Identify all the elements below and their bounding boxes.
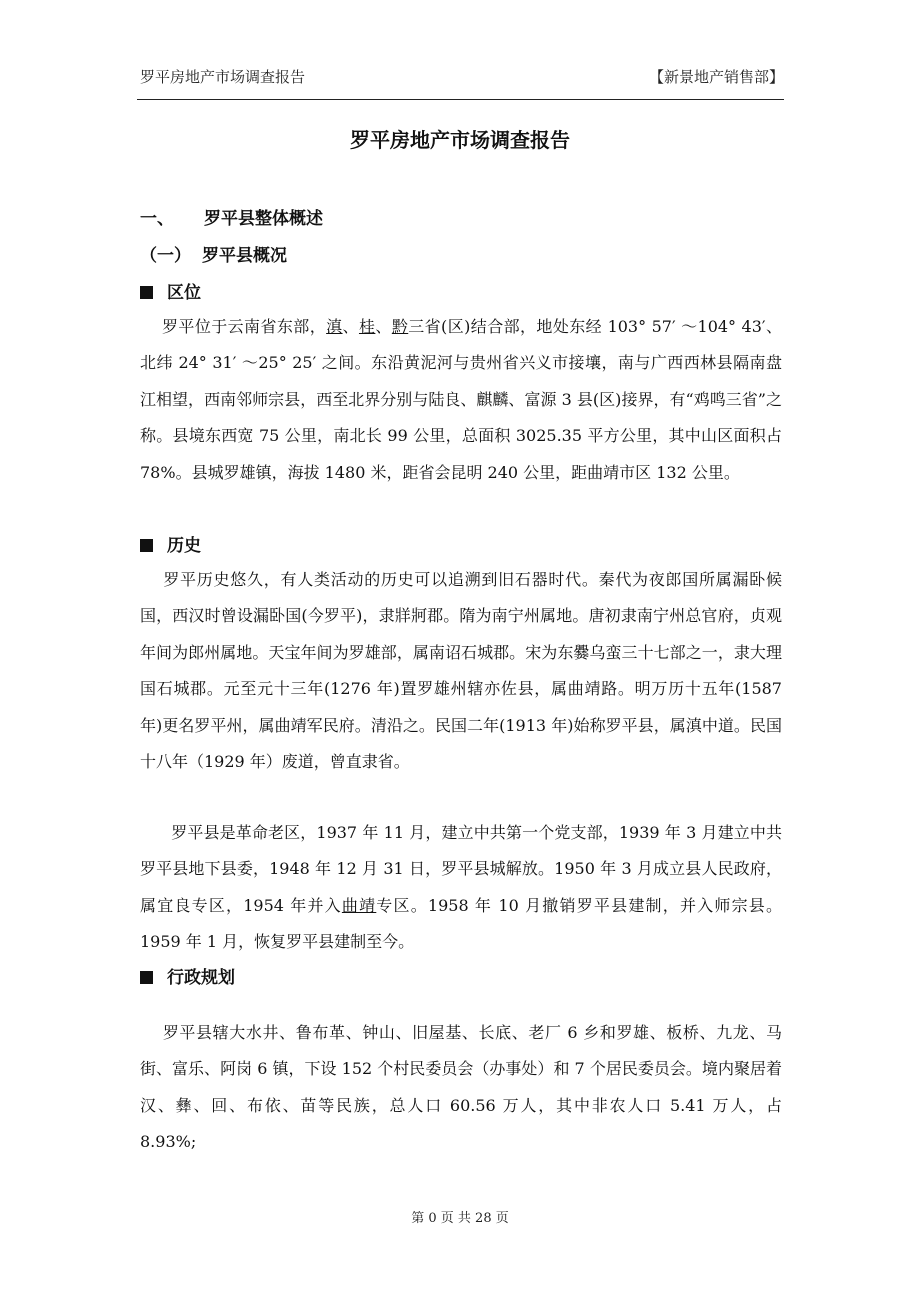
underlined-text: 桂	[358, 317, 376, 336]
square-bullet-icon	[140, 286, 153, 299]
history-paragraph-2	[140, 815, 782, 961]
location-heading-text: 区位	[167, 283, 201, 303]
subsection-title: 罗平县概况	[202, 246, 287, 266]
section-title: 罗平县整体概述	[204, 209, 323, 229]
underlined-text: 曲靖	[341, 895, 377, 915]
underlined-text: 滇	[326, 317, 343, 336]
text-run: 、	[375, 317, 392, 336]
text-run: 专区。1958 年 10 月撤销罗平县建制，并入师宗县。1959 年 1 月，恢复罗平县建制至今。	[140, 895, 782, 952]
page-title: 罗平房地产市场调查报告	[350, 128, 570, 152]
history-heading	[140, 531, 201, 556]
subsection-heading-1	[140, 241, 287, 266]
section-heading-1	[140, 204, 323, 229]
section-number: 一、	[140, 209, 174, 229]
text-run: 罗平县是革命老区，1937 年 11 月，建立中共第一个党支部，1939 年 3 月建立中共罗平县地下县委，1948 年 12 月 31 日，罗平县城解放。1950 年 3 月成立县人民政府，属宜良专区，1954 年并入	[140, 823, 782, 915]
history-heading-text: 历史	[167, 536, 201, 556]
location-heading	[140, 278, 201, 303]
page-footer: 第 0 页 共 28 页	[411, 1211, 509, 1226]
history-paragraph-1: 罗平历史悠久，有人类活动的历史可以追溯到旧石器时代。秦代为夜郎国所属漏卧候国，西汉时曾设漏卧国(今罗平)，隶牂牁郡。隋为南宁州属地。唐初隶南宁州总官府，贞观年间为郎州属地。天宝年间为罗雄部，属南诏石城郡。宋为东爨乌蛮三十七部之一，隶大理国石城郡。元至元十三年(1276 年)置罗雄州辖亦佐县，属曲靖路。明万历十五年(1587 年)更名罗平州，属曲靖军民府。清沿之。民国二年(1913 年)始称罗平县，属滇中道。民国十八年（1929 年）废道，曾直隶省。	[140, 570, 788, 772]
header-left-text: 罗平房地产市场调查报告	[140, 68, 306, 86]
admin-heading	[140, 963, 235, 988]
square-bullet-icon	[140, 971, 153, 984]
admin-heading-text: 行政规划	[167, 968, 235, 988]
square-bullet-icon	[140, 539, 153, 552]
admin-paragraph: 罗平县辖大水井、鲁布革、钟山、旧屋基、长底、老厂 6 乡和罗雄、板桥、九龙、马街、富乐、阿岗 6 镇，下设 152 个村民委员会（办事处）和 7 个居民委员会。境内聚居着汉、彝、回、布依、苗等民族，总人口 60.56 万人，其中非农人口 5.41 万人，占 8.93%;	[140, 1023, 788, 1152]
header-right-text: 【新景地产销售部】	[648, 68, 784, 86]
location-paragraph	[140, 309, 788, 491]
text-run: 三省(区)结合部，地处东经 103° 57′ ～104° 43′、北纬 24° 31′ ～25° 25′ 之间。东沿黄泥河与贵州省兴义市接壤，南与广西西林县隔南盘江相望，西南邻师宗县，西至北界分别与陆良、麒麟、富源 3 县(区)接界，有“鸡鸣三省”之称。县境东西宽 75 公里，南北长 99 公里，总面积 3025.35 平方公里，其中山区面积占 78%。县城罗雄镇，海拔 1480 米，距省会昆明 240 公里，距曲靖市区 132 公里。	[140, 317, 788, 482]
text-run: 罗平位于云南省东部，	[140, 317, 327, 336]
subsection-number: （一）	[140, 246, 191, 266]
underlined-text: 黔	[391, 317, 409, 336]
text-run: 、	[342, 317, 359, 336]
header-divider	[137, 99, 784, 100]
